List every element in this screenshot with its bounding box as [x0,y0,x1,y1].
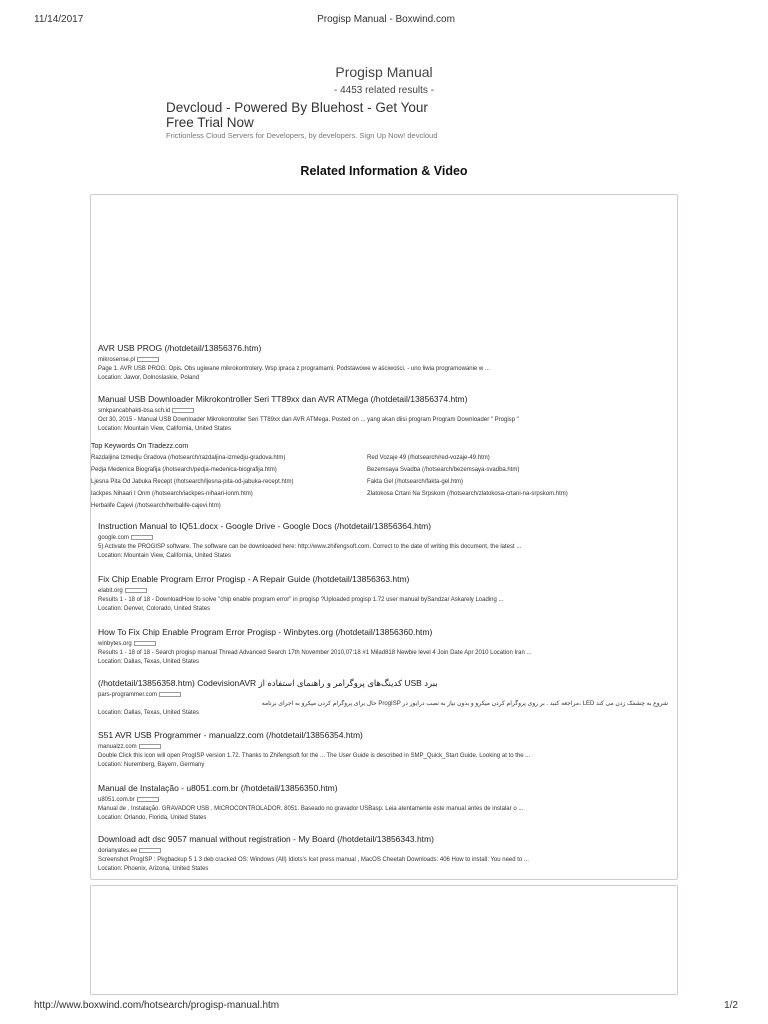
keyword-link[interactable]: Bezemsaya Svadba (/hotsearch/bezemsaya-svadba.htm) [367,467,520,473]
result-snippet: Screenshot ProgISP : Pkgbackup 5 1 3 deb cracked OS: Windows (All) Idiots's Icet press manual , MacOS Cheetah Downloads: 406 How to install: You need to ... [98,857,529,863]
page-number: 1/2 [724,1000,738,1011]
result-item [98,394,668,433]
keyword-link[interactable]: Fakta Gel (/hotsearch/fakta-gel.htm) [367,479,464,485]
result-source-domain: u8051.com.br [98,797,135,803]
result-location: Location: Jawor, Dolnoslaskie, Poland [98,375,200,381]
source-box-icon [172,408,194,413]
keyword-link[interactable]: Razdaljina Izmedju Gradova (/hotsearch/razdaljina-izmedju-gradova.htm) [91,455,286,461]
result-item [98,730,668,769]
result-item [98,521,668,560]
source-box-icon [134,641,156,646]
print-page-title: Progisp Manual - Boxwind.com [317,14,455,25]
result-source [98,743,668,751]
result-source [98,847,668,855]
print-date: 11/14/2017 [34,14,84,25]
result-item [98,834,668,873]
result-location: Location: Nuremberg, Bayern, Germany [98,762,205,768]
result-source [98,691,668,699]
result-source-domain: pars-programmer.com [98,692,158,698]
result-source-domain: winbytes.org [98,641,132,647]
result-item [98,783,668,822]
result-title-link[interactable]: Fix Chip Enable Program Error Progisp - A Repair Guide (/hotdetail/13856363.htm) [98,574,410,584]
result-snippet: شروع به چشمک زدن می کند LED ،مراجعه کنید . بر روی پروگرام کردن میکرو و بدون نیاز به نصب درایور در ProgISP حال برای پروگرام کردن میکرو به اجرای برنامه [261,701,668,707]
keyword-link[interactable]: Ljesna Pita Od Jabuka Recept (/hotsearch/ljesna-pita-od-jabuka-recept.htm) [91,479,294,485]
source-box-icon [125,588,147,593]
source-box-icon [137,357,159,362]
result-source-domain: mikrosense.pl [98,357,136,363]
result-snippet: Manual de . Instalação. GRAVADOR USB . MICROCONTROLADOR. 8051. Baseado no gravador USBasp. Leia atentamente este manual antes de instalar o ... [98,806,524,812]
result-source [98,356,668,364]
result-source-domain: manualzz.com [98,744,137,750]
result-source-domain: dorianyates.ee [98,848,138,854]
result-source [98,640,668,648]
result-source-domain: smkpancabhakti-bsa.sch.id [98,408,171,414]
result-snippet: 5) Activate the PROGISP software. The software can be downloaded here: http://www.zhifengsoft.com. Correct to the date of writing this document, the latest ... [98,544,522,550]
results-count: - 4453 related results - [333,85,435,96]
ad-description: Frictionless Cloud Servers for Developers, by developers. Sign Up Now! devcloud [166,131,438,140]
source-box-icon [139,744,161,749]
result-title-link[interactable]: Instruction Manual to IQ51.docx - Google Drive - Google Docs (/hotdetail/13856364.htm) [98,521,432,531]
result-item [98,574,668,613]
source-box-icon [159,692,181,697]
keyword-link[interactable]: Pedja Medenica Biografija (/hotsearch/pedja-medenica-biografija.htm) [91,467,277,473]
keywords-heading: Top Keywords On Tradezz.com [91,443,189,450]
result-location: Location: Mountain View, California, United States [98,426,231,432]
result-location: Location: Orlando, Florida, United States [98,815,207,821]
result-item [98,343,668,382]
result-title-link[interactable]: Manual de Instalação - u8051.com.br (/hotdetail/13856350.htm) [98,783,338,793]
result-location: Location: Mountain View, California, United States [98,553,231,559]
ad-title-line2[interactable]: Free Trial Now [166,115,254,130]
keyword-link[interactable]: Herbalife Cajevi (/hotsearch/herbalife-cajevi.htm) [91,503,221,509]
result-source [98,407,668,415]
result-location: Location: Denver, Colorado, United States [98,606,211,612]
ad-title-line1[interactable]: Devcloud - Powered By Bluehost - Get Your [166,100,428,115]
source-box-icon [131,535,153,540]
result-title-link[interactable]: AVR USB PROG (/hotdetail/13856376.htm) [98,343,262,353]
result-snippet: Results 1 - 18 of 18 - Search progisp manual Thread Advanced Search 17th November 2010,07:18 #1 Milad818 Newbie level 4 Join Date Apr 2010 Location Iran ... [98,650,532,656]
site-title: Progisp Manual [335,64,433,80]
section-title: Related Information & Video [300,164,468,178]
result-source-domain: google.com [98,535,130,541]
keyword-link[interactable]: Iackpes Nihaari I Onm (/hotsearch/iackpes-nihaari-ionm.htm) [91,491,253,497]
result-source-domain: elabit.org [98,588,123,594]
result-title-link[interactable]: How To Fix Chip Enable Program Error Progisp - Winbytes.org (/hotdetail/13856360.htm) [98,627,433,637]
result-item [98,627,668,666]
result-snippet: Results 1 - 18 of 18 - DownloadHow to solve "chip enable program error" in progisp ?Uploaded progisp 1.72 user manual bySandzar Askarely Loading ... [98,597,504,603]
result-source [98,534,668,542]
result-location: Location: Dallas, Texas, United States [98,659,199,665]
source-box-icon [137,797,159,802]
result-snippet: Double Click this icon will open ProgISP version 1.72. Thanks to Zhifengsoft for the ... The User Guide is described in SMP_Quick_Start Guide. Looking at to the ... [98,753,531,759]
result-item [98,678,668,717]
result-snippet: Oct 30, 2015 - Manual USB Downloader Mikrokontroller Seri TT89xx dan AVR ATMega. Posted on ... yang akan diisi program Program Downloader " Progisp " [98,417,519,423]
result-location: Location: Dallas, Texas, United States [98,710,199,716]
keyword-link[interactable]: Zlatokosa Crtani Na Srpskom (/hotsearch/zlatokosa-crtani-na-srpskom.htm) [367,491,568,497]
result-title-link[interactable]: S51 AVR USB Programmer - manualzz.com (/hotdetail/13856354.htm) [98,730,363,740]
keyword-link[interactable]: Red Vozaje 49 (/hotsearch/red-vozaje-49.htm) [367,455,490,461]
result-title-link[interactable]: Manual USB Downloader Mikrokontroller Seri TT89xx dan AVR ATMega (/hotdetail/13856374.htm) [98,394,468,404]
video-panel [90,885,678,995]
result-source [98,587,668,595]
result-title-link[interactable]: (/hotdetail/13856358.htm) CodevisionAVR کدینگ‌های پروگرامر و راهنمای استفاده از USB ببرد [98,678,438,688]
result-title-link[interactable]: Download adt dsc 9057 manual without registration - My Board (/hotdetail/13856343.htm) [98,834,434,844]
ad-banner[interactable] [166,100,464,140]
result-source [98,796,668,804]
print-url: http://www.boxwind.com/hotsearch/progisp-manual.htm [34,1000,280,1011]
result-snippet: Page 1. AVR USB PROG. Opis. Obs ugiwane mikrokontrolery. Wsp ipraca z programami. Podstawowe w aściwości. - uno liwia programowanie w ... [98,366,490,372]
result-location: Location: Phoenix, Arizona, United States [98,866,209,872]
source-box-icon [139,848,161,853]
